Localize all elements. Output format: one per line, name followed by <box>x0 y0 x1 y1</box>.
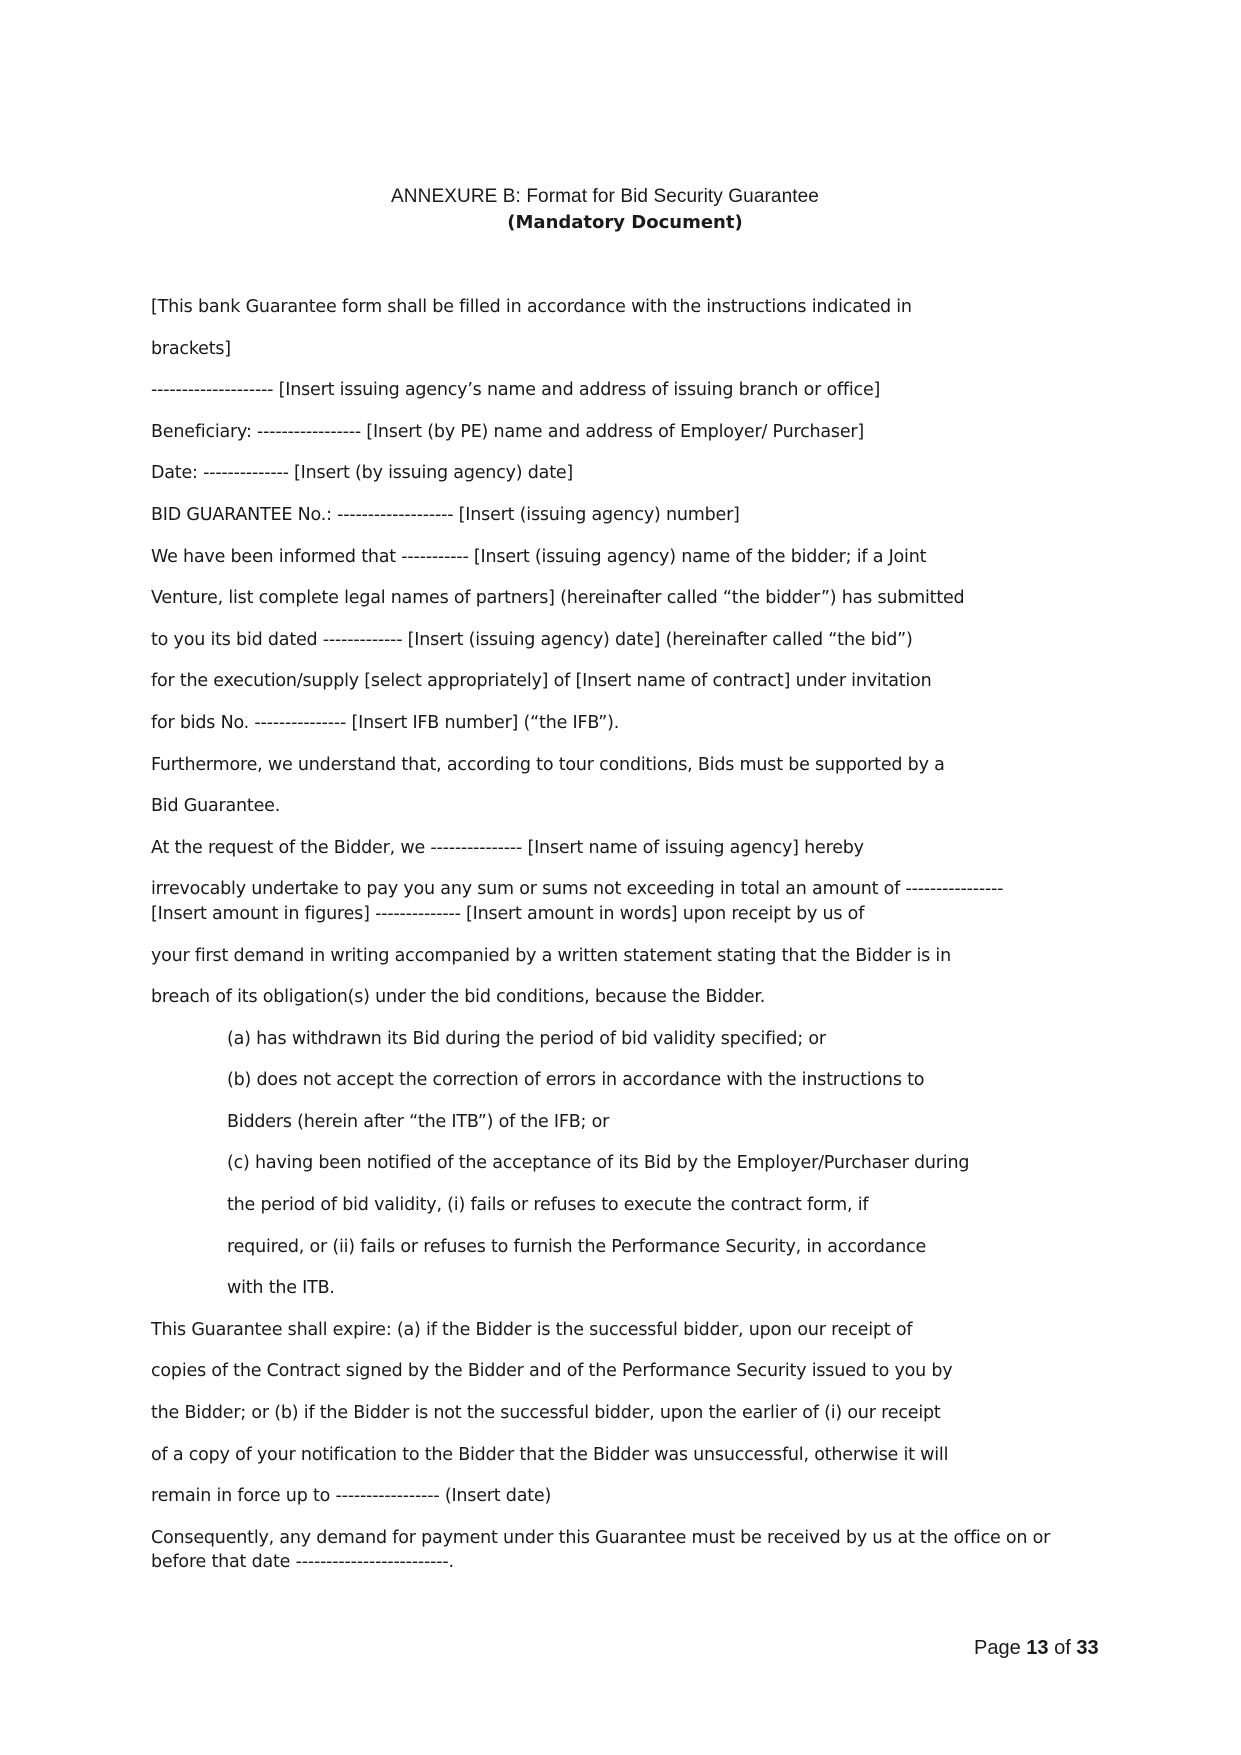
condition-item: the period of bid validity, (i) fails or refuses to execute the contract form, if <box>227 1195 869 1216</box>
body-line: -------------------- [Insert issuing agency’s name and address of issuing branch or office] <box>151 380 881 401</box>
body-line: your first demand in writing accompanied by a written statement stating that the Bidder is in <box>151 945 951 966</box>
body-line: Date: -------------- [Insert (by issuing agency) date] <box>151 463 574 484</box>
total-pages: 33 <box>1076 1637 1099 1659</box>
body-line: [Insert amount in figures] -------------- [Insert amount in words] upon receipt by us of <box>151 903 865 924</box>
condition-item: (a) has withdrawn its Bid during the period of bid validity specified; or <box>227 1028 826 1049</box>
body-line: breach of its obligation(s) under the bid conditions, because the Bidder. <box>151 987 766 1008</box>
body-line: [This bank Guarantee form shall be filled in accordance with the instructions indicated in <box>151 297 912 317</box>
body-line: Beneficiary: ----------------- [Insert (by PE) name and address of Employer/ Purchaser] <box>151 421 865 442</box>
body-line: Furthermore, we understand that, according to tour conditions, Bids must be supported by a <box>151 754 945 775</box>
body-line: At the request of the Bidder, we --------------- [Insert name of issuing agency] hereby <box>151 837 864 858</box>
body-line: irrevocably undertake to pay you any sum or sums not exceeding in total an amount of ---------------- <box>151 879 1004 900</box>
condition-item: Bidders (herein after “the ITB”) of the IFB; or <box>227 1111 610 1132</box>
body-line: BID GUARANTEE No.: ------------------- [Insert (issuing agency) number] <box>151 504 740 525</box>
body-line: Venture, list complete legal names of partners] (hereinafter called “the bidder”) has submitted <box>151 588 965 609</box>
body-line: Consequently, any demand for payment under this Guarantee must be received by us at the office on or <box>151 1527 1051 1548</box>
condition-item: (b) does not accept the correction of errors in accordance with the instructions to <box>227 1070 925 1091</box>
body-line: to you its bid dated ------------- [Insert (issuing agency) date] (hereinafter called “the bid”) <box>151 629 913 650</box>
document-subtitle: (Mandatory Document) <box>507 212 743 233</box>
body-line: before that date -------------------------. <box>151 1552 454 1573</box>
body-line: This Guarantee shall expire: (a) if the Bidder is the successful bidder, upon our receipt of <box>151 1319 913 1340</box>
page-number-footer <box>974 1637 1099 1660</box>
condition-item: with the ITB. <box>227 1278 335 1299</box>
condition-item: (c) having been notified of the acceptance of its Bid by the Employer/Purchaser during <box>227 1153 970 1174</box>
body-line: for bids No. --------------- [Insert IFB number] (“the IFB”). <box>151 712 620 733</box>
body-line: Bid Guarantee. <box>151 796 281 817</box>
body-line: the Bidder; or (b) if the Bidder is not the successful bidder, upon the earlier of (i) our receipt <box>151 1403 941 1424</box>
page-word: Page <box>974 1637 1021 1659</box>
body-line: of a copy of your notification to the Bidder that the Bidder was unsuccessful, otherwise it will <box>151 1444 949 1465</box>
annexure-title: ANNEXURE B: Format for Bid Security Guarantee <box>391 186 819 207</box>
body-line: for the execution/supply [select appropriately] of [Insert name of contract] under invitation <box>151 671 932 692</box>
body-line: brackets] <box>151 338 231 359</box>
of-word: of <box>1054 1637 1071 1659</box>
body-line: copies of the Contract signed by the Bidder and of the Performance Security issued to you by <box>151 1361 953 1382</box>
guarantee-body <box>151 296 1111 1593</box>
current-page-number: 13 <box>1026 1637 1049 1659</box>
body-line: We have been informed that ----------- [Insert (issuing agency) name of the bidder; if a Joint <box>151 546 927 567</box>
condition-item: required, or (ii) fails or refuses to furnish the Performance Security, in accordance <box>227 1236 927 1257</box>
body-line: remain in force up to ----------------- (Insert date) <box>151 1486 552 1507</box>
